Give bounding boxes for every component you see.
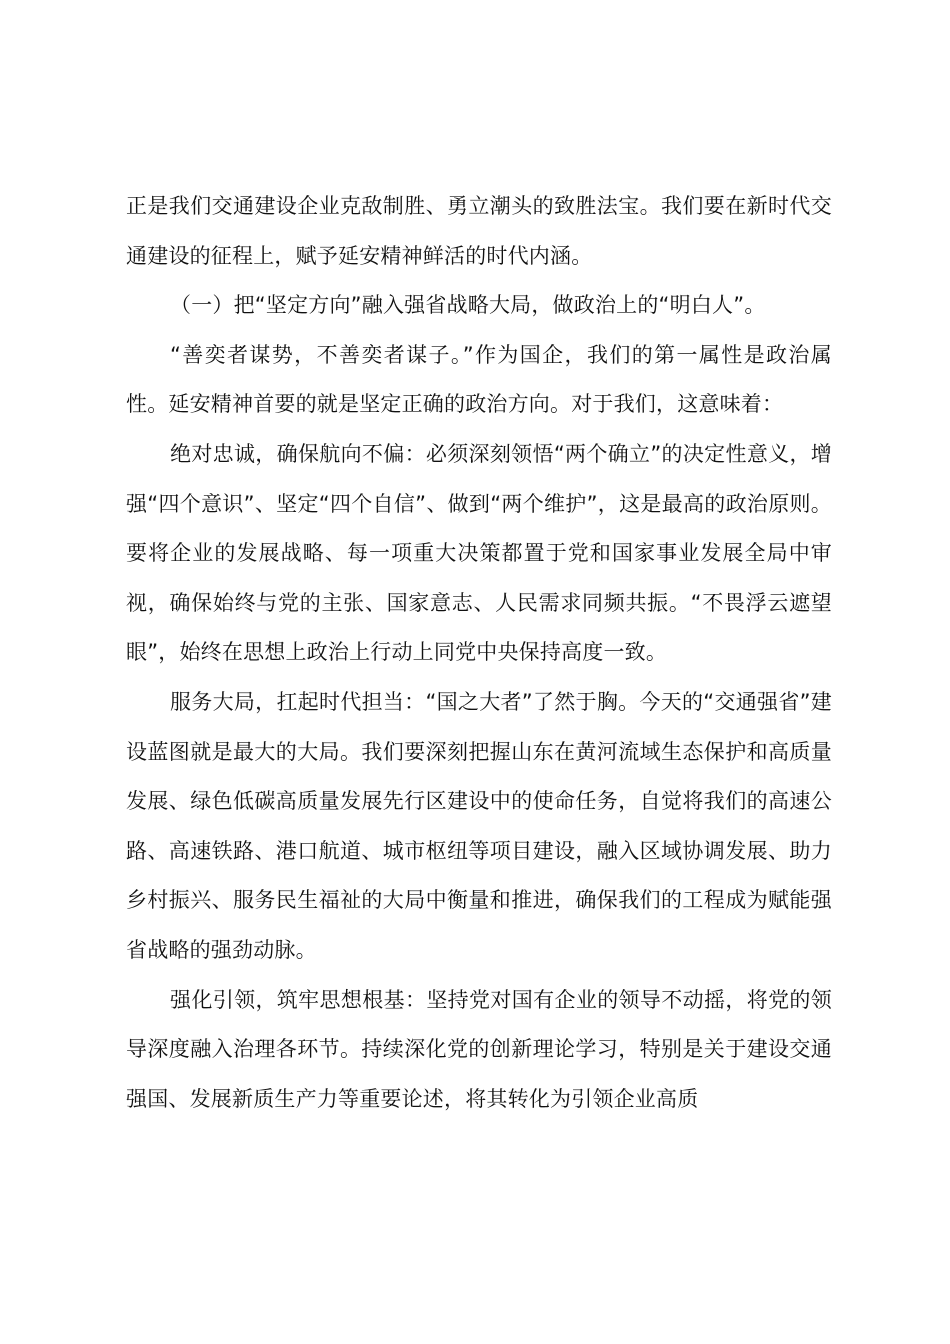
paragraph-absolute-loyalty: 绝对忠诚，确保航向不偏：必须深刻领悟“两个确立”的决定性意义，增强“四个意识”、坚定“四个自信”、做到“两个维护”，这是最高的政治原则。要将企业的发展战略、每一项重大决策都置于党和国家事业发展全局中审视，确保始终与党的主张、国家意志、人民需求同频共振。“不畏浮云遮望眼”，始终在思想上政治上行动上同党中央保持高度一致。 bbox=[126, 441, 832, 665]
paragraph-strengthen-leadership: 强化引领，筑牢思想根基：坚持党对国有企业的领导不动摇，将党的领导深度融入治理各环节。持续深化党的创新理论学习，特别是关于建设交通强国、发展新质生产力等重要论述，将其转化为引领企业高质 bbox=[126, 987, 832, 1111]
paragraph-quote-intro: “善奕者谋势，不善奕者谋子。”作为国企，我们的第一属性是政治属性。延安精神首要的就是坚定正确的政治方向。对于我们，这意味着： bbox=[126, 342, 832, 417]
paragraph-continuation: 正是我们交通建设企业克敌制胜、勇立潮头的致胜法宝。我们要在新时代交通建设的征程上，赋予延安精神鲜活的时代内涵。 bbox=[126, 194, 832, 268]
paragraph-serve-overall: 服务大局，扛起时代担当：“国之大者”了然于胸。今天的“交通强省”建设蓝图就是最大的大局。我们要深刻把握山东在黄河流域生态保护和高质量发展、绿色低碳高质量发展先行区建设中的使命任务，自觉将我们的高速公路、高速铁路、港口航道、城市枢纽等项目建设，融入区域协调发展、助力乡村振兴、服务民生福祉的大局中衡量和推进，确保我们的工程成为赋能强省战略的强劲动脉。 bbox=[126, 689, 832, 962]
section-heading: （一）把“坚定方向”融入强省战略大局，做政治上的“明白人”。 bbox=[170, 293, 766, 318]
body-text bbox=[126, 182, 832, 1124]
